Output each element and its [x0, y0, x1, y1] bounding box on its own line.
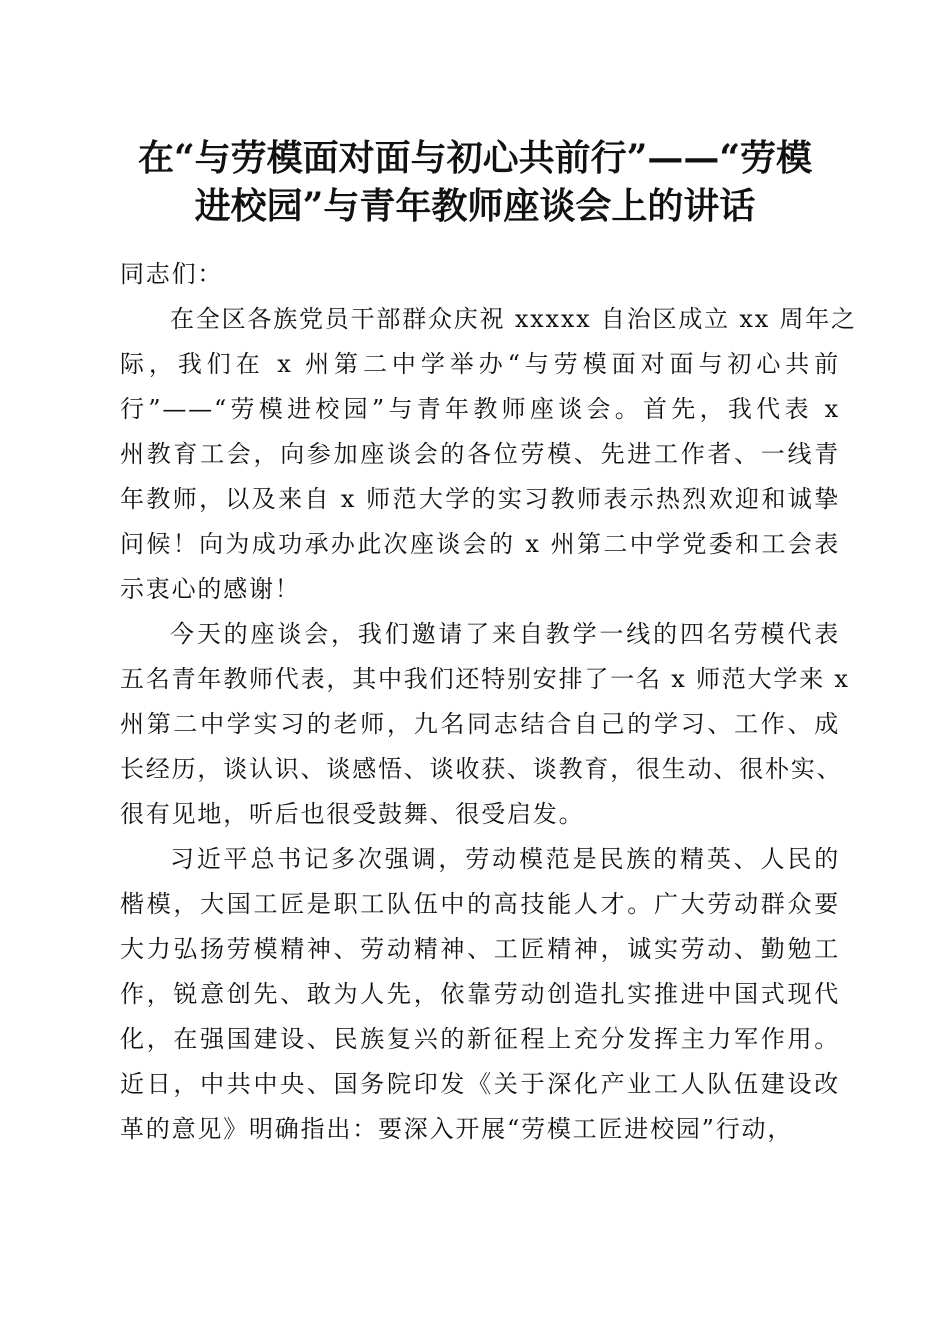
paragraph-line: 很有见地，听后也很受鼓舞、很受启发。: [120, 800, 585, 828]
paragraph-line: 长经历，谈认识、谈感悟、谈收获、谈教育，很生动、很朴实、: [120, 755, 843, 783]
paragraph-line: 在全区各族党员干部群众庆祝 xxxxx 自治区成立 xx 周年之: [170, 305, 857, 333]
paragraph-line: 示衷心的感谢！: [120, 575, 301, 603]
paragraph-line: 行”——“劳模进校园”与青年教师座谈会。首先，我代表 x: [120, 395, 840, 423]
paragraph-line: 际，我们在 x 州第二中学举办“与劳模面对面与初心共前: [120, 350, 840, 378]
paragraph-2: [120, 612, 850, 837]
paragraph-line: 州第二中学实习的老师，九名同志结合自己的学习、工作、成: [120, 710, 840, 738]
paragraph-line: 作，锐意创先、敢为人先，依靠劳动创造扎实推进中国式现代: [120, 980, 840, 1008]
paragraph-line: 近日，中共中央、国务院印发《关于深化产业工人队伍建设改: [120, 1070, 840, 1098]
document-title: [100, 134, 850, 230]
title-line-1: 在“与劳模面对面与初心共前行”——“劳模: [137, 137, 813, 179]
paragraph-line: 五名青年教师代表，其中我们还特别安排了一名 x 师范大学来 x: [120, 665, 850, 693]
document-body: [120, 252, 857, 1152]
paragraph-3: [120, 837, 840, 1152]
paragraph-line: 今天的座谈会，我们邀请了来自教学一线的四名劳模代表: [170, 620, 840, 648]
paragraph-line: 化，在强国建设、民族复兴的新征程上充分发挥主力军作用。: [120, 1025, 840, 1053]
paragraph-line: 年教师，以及来自 x 师范大学的实习教师表示热烈欢迎和诚挚: [120, 485, 840, 513]
paragraph-1: [120, 297, 857, 612]
paragraph-line: 习近平总书记多次强调，劳动模范是民族的精英、人民的: [170, 845, 840, 873]
title-line-2: 进校园”与青年教师座谈会上的讲话: [194, 185, 756, 227]
salutation: 同志们：: [120, 260, 224, 288]
paragraph-line: 大力弘扬劳模精神、劳动精神、工匠精神，诚实劳动、勤勉工: [120, 935, 840, 963]
paragraph-line: 楷模，大国工匠是职工队伍中的高技能人才。广大劳动群众要: [120, 890, 840, 918]
paragraph-line: 州教育工会，向参加座谈会的各位劳模、先进工作者、一线青: [120, 440, 840, 468]
paragraph-line: 革的意见》明确指出：要深入开展“劳模工匠进校园”行动，: [120, 1115, 794, 1143]
paragraph-line: 问候！向为成功承办此次座谈会的 x 州第二中学党委和工会表: [120, 530, 840, 558]
